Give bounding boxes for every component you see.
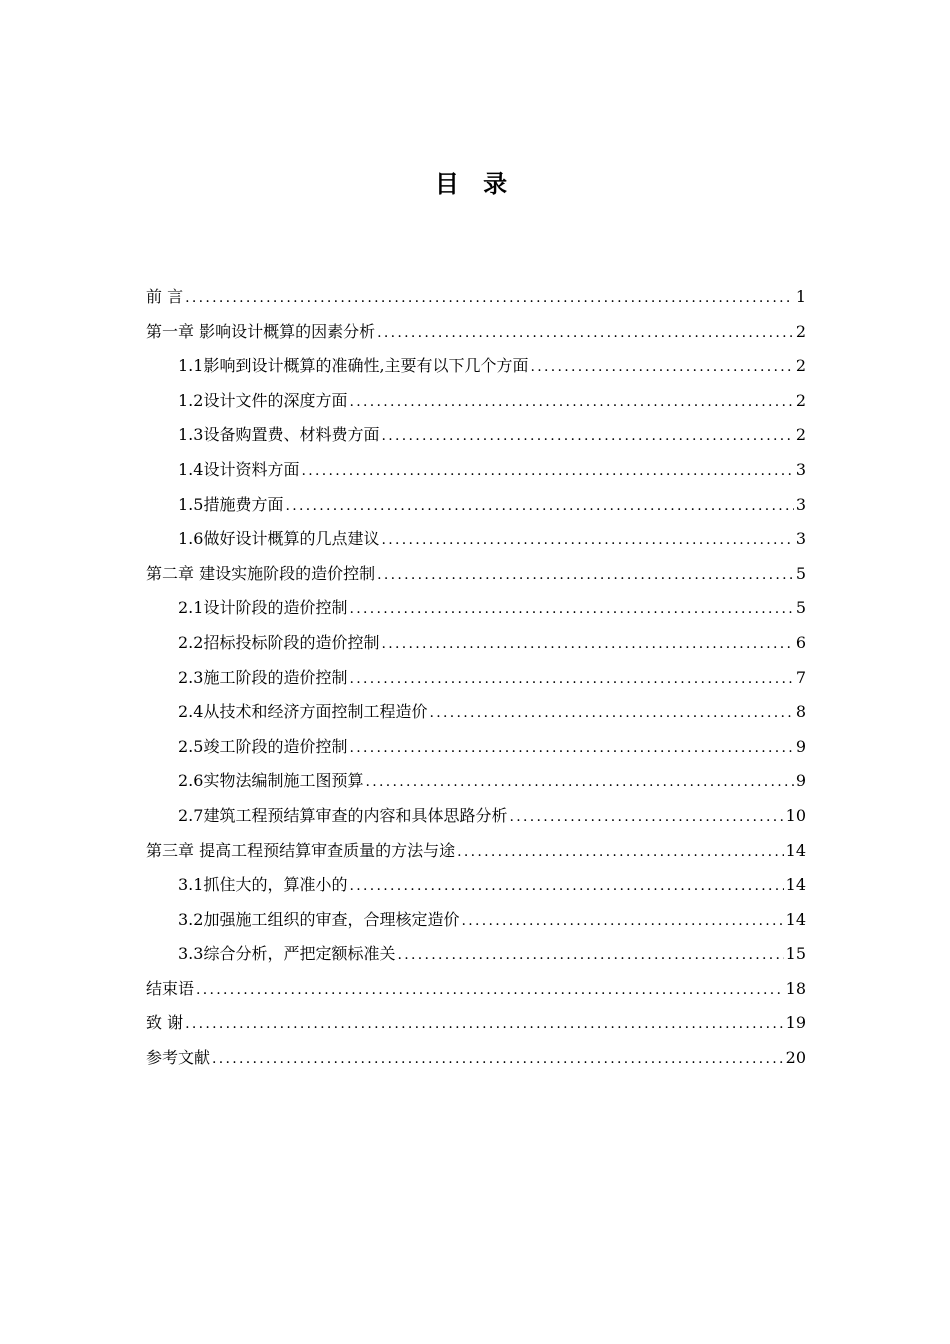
toc-entry-label: 第三章 提高工程预结算审查质量的方法与途 <box>146 840 456 860</box>
toc-entry-label: 1.6做好设计概算的几点建议 <box>178 529 380 549</box>
toc-entry-label: 结束语 <box>146 978 195 998</box>
toc-dot-leader <box>461 904 783 938</box>
toc-entry-page: 2 <box>795 425 806 445</box>
toc-dot-leader <box>365 765 793 799</box>
toc-entry-page: 2 <box>795 321 806 341</box>
toc-entry-label: 2.7建筑工程预结算审查的内容和具体思路分析 <box>178 805 508 825</box>
toc-entry[interactable] <box>146 972 806 1007</box>
toc-entry-label: 2.5竣工阶段的造价控制 <box>178 736 348 756</box>
toc-dot-leader <box>301 454 793 488</box>
toc-entry[interactable] <box>146 903 806 938</box>
toc-dot-leader <box>349 592 793 626</box>
toc-entry-page: 14 <box>785 909 806 929</box>
toc-entry[interactable] <box>146 280 806 315</box>
toc-entry-page: 2 <box>795 356 806 376</box>
toc-dot-leader <box>349 731 793 765</box>
toc-entry[interactable] <box>146 730 806 765</box>
toc-entry-page: 14 <box>785 875 806 895</box>
toc-entry[interactable] <box>146 591 806 626</box>
toc-entry-page: 20 <box>785 1048 806 1068</box>
toc-entry-page: 1 <box>795 287 806 306</box>
toc-entry[interactable] <box>146 522 806 557</box>
toc-entry[interactable] <box>146 315 806 350</box>
toc-entry[interactable] <box>146 349 806 384</box>
toc-entry-page: 7 <box>795 667 806 687</box>
toc-entry-label: 1.3设备购置费、材料费方面 <box>178 425 380 445</box>
toc-dot-leader <box>185 1007 784 1041</box>
toc-entry-label: 2.6实物法编制施工图预算 <box>178 771 364 791</box>
toc-dot-leader <box>349 869 783 903</box>
toc-entry[interactable] <box>146 695 806 730</box>
toc-entry[interactable] <box>146 868 806 903</box>
toc-entry-page: 9 <box>795 771 806 791</box>
toc-entry-page: 9 <box>795 736 806 756</box>
toc-entry-page: 5 <box>795 563 806 583</box>
toc-dot-leader <box>397 938 783 972</box>
toc-entry[interactable] <box>146 834 806 869</box>
toc-dot-leader <box>196 973 784 1007</box>
toc-entry-label: 前 言 <box>146 287 184 306</box>
toc-entry-label: 3.2加强施工组织的审查，合理核定造价 <box>178 909 460 929</box>
toc-entry-page: 18 <box>785 978 806 998</box>
toc-entry[interactable] <box>146 626 806 661</box>
toc-entry-label: 3.1抓住大的，算准小的 <box>178 875 348 895</box>
toc-dot-leader <box>531 350 794 384</box>
toc-entry-label: 1.1影响到设计概算的准确性,主要有以下几个方面 <box>178 356 529 376</box>
toc-entry-page: 19 <box>785 1013 806 1033</box>
toc-entry[interactable] <box>146 1006 806 1041</box>
toc-entry[interactable] <box>146 488 806 523</box>
toc-entry[interactable] <box>146 418 806 453</box>
toc-entry-page: 14 <box>785 840 806 860</box>
toc-dot-leader <box>457 835 784 869</box>
toc-entry-page: 6 <box>795 632 806 652</box>
toc-entry[interactable] <box>146 764 806 799</box>
toc-entry-label: 3.3综合分析，严把定额标准关 <box>178 944 396 964</box>
toc-entry[interactable] <box>146 557 806 592</box>
toc-entry-label: 致 谢 <box>146 1013 184 1033</box>
toc-title: 目 录 <box>434 170 516 198</box>
toc-entry-page: 10 <box>785 805 806 825</box>
toc-dot-leader <box>377 316 794 350</box>
toc-dot-leader <box>381 523 793 557</box>
toc-entry-label: 2.3施工阶段的造价控制 <box>178 667 348 687</box>
toc-dot-leader <box>285 489 793 523</box>
toc-entry-label: 1.4设计资料方面 <box>178 459 300 479</box>
toc-entry[interactable] <box>146 453 806 488</box>
toc-entry[interactable] <box>146 661 806 696</box>
toc-entry-label: 2.4从技术和经济方面控制工程造价 <box>178 702 428 722</box>
toc-dot-leader <box>349 385 793 419</box>
toc-entry-page: 15 <box>785 944 806 964</box>
toc-entry-label: 2.1设计阶段的造价控制 <box>178 598 348 618</box>
toc-dot-leader <box>429 696 793 730</box>
toc-dot-leader <box>212 1042 784 1076</box>
toc-entry-page: 8 <box>795 702 806 722</box>
toc-entry-label: 1.5措施费方面 <box>178 494 284 514</box>
toc-entry-label: 1.2设计文件的深度方面 <box>178 390 348 410</box>
toc-entry[interactable] <box>146 384 806 419</box>
toc-entry-label: 第一章 影响设计概算的因素分析 <box>146 321 376 341</box>
toc-entry[interactable] <box>146 799 806 834</box>
toc-entry-page: 3 <box>795 494 806 514</box>
toc-entry-page: 3 <box>795 529 806 549</box>
toc-dot-leader <box>185 281 794 315</box>
toc-entry-page: 5 <box>795 598 806 618</box>
toc-dot-leader <box>381 419 793 453</box>
toc-entry[interactable] <box>146 937 806 972</box>
toc-dot-leader <box>377 558 794 592</box>
toc-dot-leader <box>509 800 783 834</box>
toc-entry-page: 2 <box>795 390 806 410</box>
toc-list <box>146 280 806 1076</box>
toc-entry-label: 参考文献 <box>146 1048 211 1068</box>
toc-entry-label: 2.2招标投标阶段的造价控制 <box>178 632 380 652</box>
toc-dot-leader <box>381 627 793 661</box>
toc-dot-leader <box>349 662 793 696</box>
toc-entry-label: 第二章 建设实施阶段的造价控制 <box>146 563 376 583</box>
toc-entry[interactable] <box>146 1041 806 1076</box>
toc-entry-page: 3 <box>795 459 806 479</box>
